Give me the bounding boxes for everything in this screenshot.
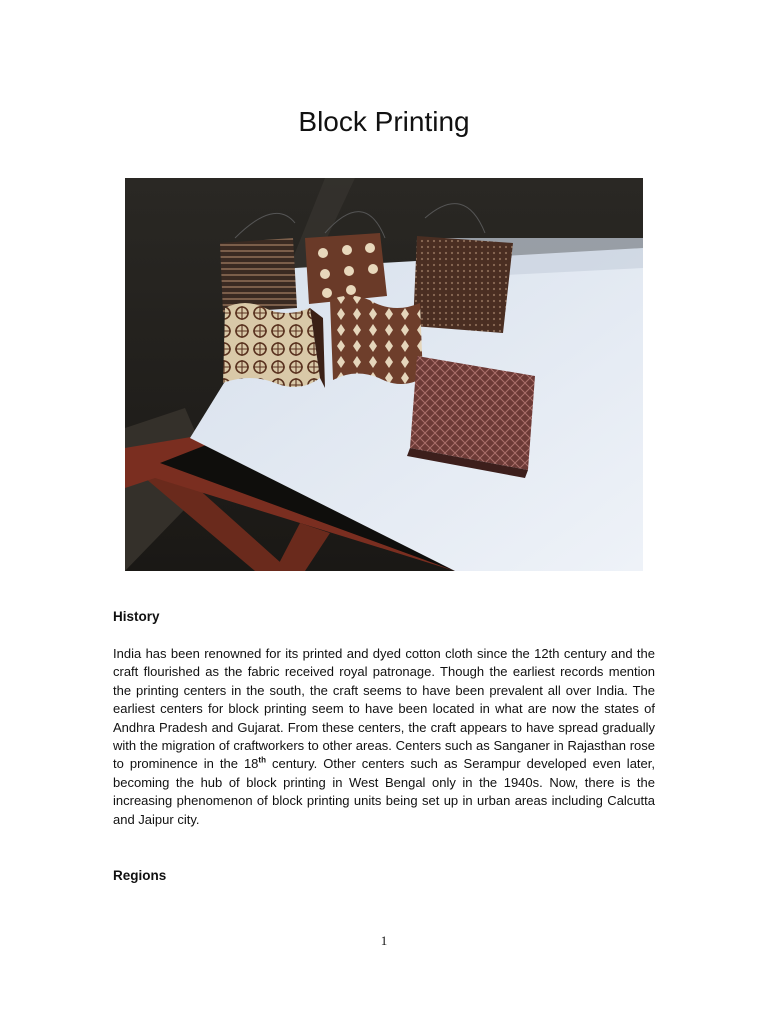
block-printing-photo bbox=[125, 178, 643, 571]
page-number: 1 bbox=[380, 933, 388, 948]
history-heading: History bbox=[113, 609, 160, 624]
regions-heading: Regions bbox=[113, 868, 167, 883]
history-paragraph bbox=[113, 645, 655, 829]
page-title: Block Printing bbox=[298, 106, 470, 137]
history-superscript: th bbox=[258, 756, 266, 766]
history-text-part1: India has been renowned for its printed and dyed cotton cloth since the 12th century and the craft flourished as the fabric received royal patronage. Though the earliest records mention the printing centers in the south, the craft seems to have been prevalent all over India. The earliest centers for block printing seem to have been located in what are now the states of Andhra Pradesh and Gujarat. From these centers, the craft appears to have spread gradually with the migration of craftworkers to other areas. Centers such as Sanganer in Rajasthan rose to prominence in the 18 bbox=[113, 646, 655, 772]
history-text-part2: century. Other centers such as Serampur developed even later, becoming the hub of block printing in West Bengal only in the 1940s. Now, there is the increasing phenomenon of block printing units being set up in urban areas including Calcutta and Jaipur city. bbox=[113, 756, 655, 827]
